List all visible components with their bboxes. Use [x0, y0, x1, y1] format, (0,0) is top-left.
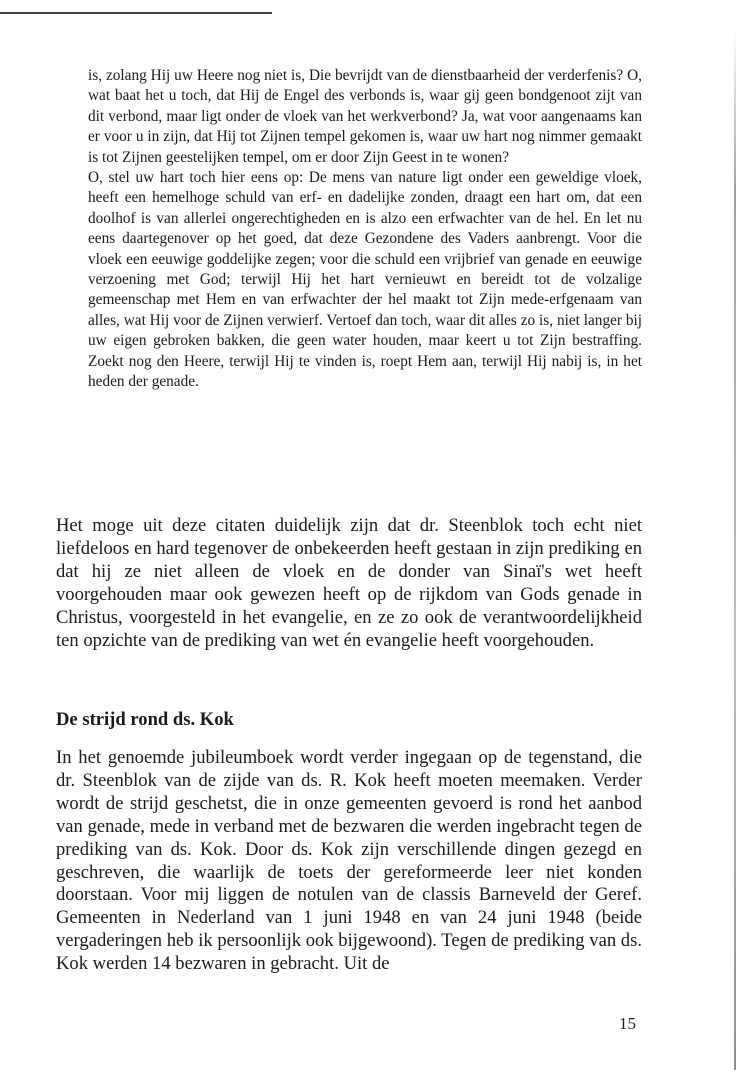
body-section-2: [56, 747, 642, 976]
top-rule: [0, 12, 272, 14]
body-paragraph-2: In het genoemde jubileumboek wordt verder ingegaan op de tegenstand, die dr. Steenblok van de zijde van ds. R. Kok heeft moeten meemaken. Verder wordt de strijd geschetst, die in onze gemeenten gevoerd is rond het aanbod van genade, mede in verband met de bezwaren die werden ingebracht tegen de prediking van ds. Kok. Door ds. Kok zijn verschillende dingen gezegd en geschreven, die waarlijk de toets der gereformeerde leer niet konden doorstaan. Voor mij liggen de notulen van de classis Barneveld der Geref. Gemeenten in Nederland van 1 juni 1948 en van 24 juni 1948 (beide vergaderingen heb ik persoonlijk ook bijgewoond). Tegen de prediking van ds. Kok werden 14 bezwaren in gebracht. Uit de: [56, 747, 642, 975]
quote-paragraph-1: is, zolang Hij uw Heere nog niet is, Die bevrijdt van de dienstbaarheid der verderfenis? O, wat baat het u toch, dat Hij de Engel des verbonds is, waar gij geen bondgenoot zijt van dit verbond, maar ligt onder de vloek van het werkverbond? Ja, wat voor aangenaams kan er voor u in zijn, dat Hij tot Zijnen tempel gekomen is, waar uw hart nog nimmer gemaakt is tot Zijnen geestelijken tempel, om er door Zijn Geest in te wonen?: [88, 67, 642, 166]
section-heading: De strijd rond ds. Kok: [56, 709, 234, 730]
body-section-1: [56, 515, 642, 652]
body-paragraph-1: Het moge uit deze citaten duidelijk zijn dat dr. Steenblok toch echt niet liefdeloos en hard tegenover de onbekeerden heeft gestaan in zijn prediking en dat hij ze niet alleen de vloek en de donder van Sinaï's wet heeft voorgehouden maar ook gewezen heeft op de rijkdom van Gods genade in Christus, voorgesteld in het evangelie, en ze zo ook de verantwoordelijkheid ten opzichte van de prediking van wet én evangelie heeft voorgehouden.: [56, 515, 642, 651]
block-quote: [88, 66, 642, 393]
quote-paragraph-2: O, stel uw hart toch hier eens op: De mens van nature ligt onder een geweldige vloek, heeft een hemelhoge schuld van erf- en dadelijke zonden, draagt een hart om, dat een doolhof is van allerlei ongerechtigheden en is alzo een erfwachter van de hel. En let nu eens daartegenover op het goed, dat deze Gezondene des Vaders aanbrengt. Voor die vloek een eeuwige goddelijke zegen; voor die schuld een vrijbrief van genade en eeuwige verzoening met God; terwijl Hij het hart vernieuwt en bereidt tot de volzalige gemeenschap met Hem en van erfwachter der hel maakt tot Zijn mede-erfgenaam van alles, wat Hij voor de Zijnen verwierf. Vertoef dan toch, waar dit alles zo is, niet langer bij uw eigen gebroken bakken, die geen water houden, maar keert u tot Zijn bestraffing. Zoekt nog den Heere, terwijl Hij te vinden is, roept Hem aan, terwijl Hij nabij is, in het heden der genade.: [88, 169, 642, 391]
page-number: 15: [619, 1014, 636, 1033]
page-edge-shadow: [734, 30, 736, 1070]
